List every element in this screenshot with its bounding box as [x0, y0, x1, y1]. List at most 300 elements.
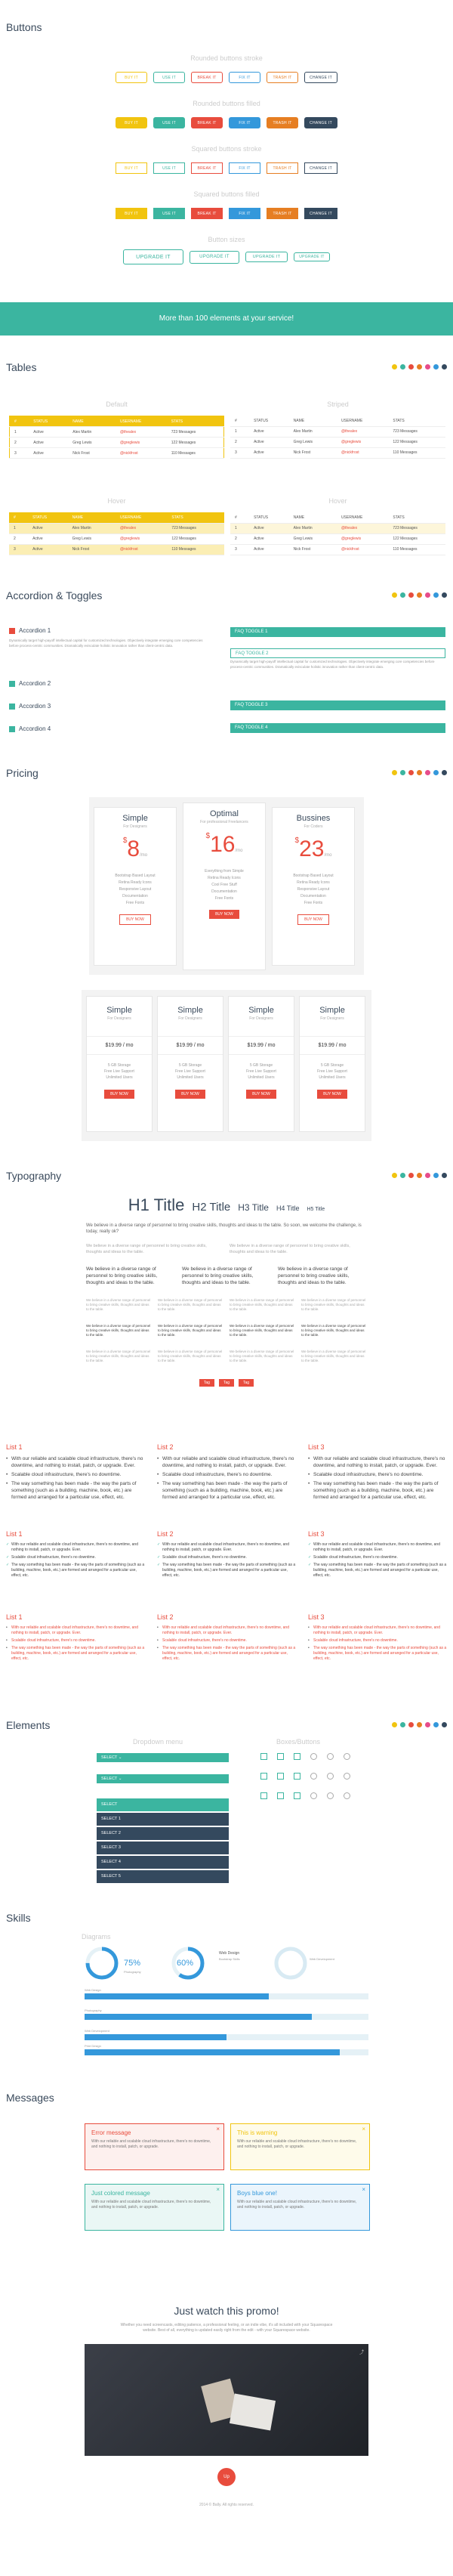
list-title: List 1 [6, 1613, 23, 1621]
bullet-icon: • [157, 1625, 159, 1630]
buy-now-button[interactable]: BUY NOW [209, 910, 239, 919]
table-row[interactable] [230, 437, 445, 447]
action-button[interactable]: USE IT [153, 72, 185, 83]
plan-name: Simple [177, 1006, 203, 1015]
table-cell: Nick Frost [68, 544, 116, 555]
table-header-cell: STATS [388, 416, 445, 426]
table-header-cell: NAME [289, 512, 337, 523]
list-block [6, 1625, 146, 1664]
swatch-dot[interactable] [433, 1722, 439, 1727]
text-paragraph: We believe in a diverse range of personnel to bring creative skills, thoughts and ideas to the table. [278, 1266, 350, 1285]
swatch-dot[interactable] [425, 592, 430, 598]
plan-feature: Free Fonts [304, 901, 323, 905]
plan-price-row [183, 832, 265, 858]
table-cell: 2 [10, 438, 29, 448]
list-block [308, 1455, 448, 1503]
table-cell: 723 Messages [167, 523, 224, 533]
table-cell: @thealex [337, 523, 388, 533]
bullet-icon: ✓ [6, 1563, 10, 1567]
select-menu-item[interactable]: SELECT 5 [97, 1870, 229, 1883]
plan-per: /mo [324, 853, 332, 858]
message-body: With our reliable and scalable cloud infrastructure, there's no downtime, and nothing to install, patch, or upgrade. [91, 2139, 211, 2149]
list-item-text: The way something has been made - the way the parts of something (such as a building, machine, book, etc.) are formed and arranged for a particular use, effect, etc. [11, 1563, 145, 1578]
radio-button[interactable] [310, 1773, 317, 1780]
table-row[interactable] [230, 544, 445, 555]
upgrade-button[interactable]: UPGRADE IT [245, 252, 288, 262]
plan-feature: Free Fonts [214, 896, 234, 901]
action-button[interactable]: CHANGE IT [304, 72, 337, 83]
list-item [308, 1555, 448, 1560]
section-title-elements: Elements [6, 1719, 51, 1731]
bullet-icon: • [6, 1472, 8, 1477]
radio-button[interactable] [344, 1773, 350, 1780]
buy-now-button[interactable]: BUY NOW [119, 914, 151, 925]
checkbox[interactable] [277, 1792, 284, 1799]
text-paragraph: We believe in a diverse range of personnel to bring creative skills, thoughts and ideas to the table. [158, 1324, 223, 1337]
action-button[interactable]: BUY IT [116, 208, 147, 219]
buttons-caption: Squared buttons stroke [191, 145, 262, 153]
plan-per: /mo [140, 853, 148, 858]
skill-percent: 60% [177, 1959, 194, 1968]
buy-now-button[interactable]: BUY NOW [246, 1090, 276, 1099]
table-header-cell: USERNAME [337, 512, 388, 523]
action-button[interactable]: FIX IT [229, 72, 260, 83]
list-item [308, 1646, 448, 1662]
select-menu-item[interactable]: SELECT 2 [97, 1827, 229, 1840]
faq-toggle[interactable]: FAQ TOGGLE 1 [230, 627, 445, 637]
table-cell: @thealex [116, 523, 167, 533]
pricing-card-small [86, 996, 153, 1132]
select-menu-item[interactable]: SELECT 1 [97, 1813, 229, 1826]
list-item [308, 1638, 448, 1644]
swatch-dot[interactable] [425, 770, 430, 775]
list-item-text: The way something has been made - the way the parts of something (such as a building, machine, book, etc.) are formed and arranged for a particular use, effect, etc. [11, 1481, 137, 1500]
list-block [157, 1542, 297, 1581]
color-swatches[interactable] [392, 1173, 447, 1178]
text-paragraph: We believe in a diverse range of personnel to bring creative skills, thoughts and ideas to the table. [230, 1350, 294, 1362]
action-button[interactable]: FIX IT [229, 162, 260, 174]
list-item [6, 1542, 146, 1553]
list-item [6, 1555, 146, 1560]
close-icon[interactable]: × [216, 2126, 220, 2132]
select-menu-item[interactable]: SELECT [97, 1798, 229, 1811]
bullet-icon: • [6, 1481, 8, 1486]
list-block [308, 1542, 448, 1581]
table-caption: Striped [327, 400, 349, 408]
action-button[interactable]: BREAK IT [191, 208, 223, 219]
plan-feature: Free Live Support [317, 1069, 347, 1074]
close-icon[interactable]: × [362, 2126, 365, 2132]
plan-feature: Responsive Layout [119, 887, 152, 892]
faq-toggle[interactable]: FAQ TOGGLE 4 [230, 723, 445, 733]
table-cell: Nick Frost [68, 448, 116, 459]
pricing-card-small [299, 996, 365, 1132]
table-cell: Alex Martin [289, 523, 337, 533]
table-row[interactable] [230, 447, 445, 458]
swatch-dot[interactable] [392, 770, 397, 775]
message-box [230, 2123, 370, 2170]
list-item-text: The way something has been made - the way the parts of something (such as a building, machine, book, etc.) are formed and arranged for a particular use, effect, etc. [162, 1481, 288, 1500]
message-box [230, 2184, 370, 2231]
swatch-dot[interactable] [442, 364, 447, 370]
table-row[interactable] [10, 438, 224, 448]
close-icon[interactable]: × [362, 2186, 365, 2193]
buttons-caption: Squared buttons filled [193, 190, 260, 198]
action-button[interactable]: CHANGE IT [304, 208, 337, 219]
list-title: List 1 [6, 1443, 23, 1451]
section-title-skills: Skills [6, 1912, 31, 1924]
select-dropdown[interactable]: SELECT ⌄ [97, 1774, 229, 1783]
plan-feature: Free Live Support [104, 1069, 134, 1074]
close-icon[interactable]: × [216, 2186, 220, 2193]
swatch-dot[interactable] [392, 1722, 397, 1727]
action-button[interactable]: CHANGE IT [304, 117, 337, 128]
scroll-up-button[interactable]: Up [217, 2468, 236, 2486]
swatch-dot[interactable] [433, 364, 439, 370]
bullet-icon: • [157, 1472, 159, 1477]
list-block [157, 1625, 297, 1664]
table-caption: Default [106, 400, 128, 408]
plan-sub: For Designers [107, 1016, 131, 1021]
message-box [85, 2184, 224, 2231]
plan-sub: For Designers [123, 824, 147, 829]
table-cell: 723 Messages [388, 523, 445, 533]
section-title-typography: Typography [6, 1170, 62, 1182]
action-button[interactable]: TRASH IT [267, 117, 298, 128]
swatch-dot[interactable] [392, 364, 397, 370]
swatch-dot[interactable] [400, 592, 405, 598]
control-row [260, 1792, 353, 1799]
elements-caption: Boxes/Buttons [276, 1738, 321, 1746]
radio-button[interactable] [344, 1792, 350, 1799]
table-row[interactable] [10, 448, 224, 459]
bullet-icon: ✓ [157, 1542, 161, 1547]
upgrade-button[interactable]: UPGRADE IT [123, 249, 183, 264]
table-row[interactable] [9, 544, 224, 555]
button-row [0, 162, 453, 174]
swatch-dot[interactable] [442, 1722, 447, 1727]
swatch-dot[interactable] [433, 1173, 439, 1178]
plan-features [158, 1062, 223, 1081]
pricing-card-small [228, 996, 294, 1132]
radio-button[interactable] [344, 1753, 350, 1760]
action-button[interactable]: BUY IT [116, 117, 147, 128]
list-item-text: Scalable cloud infrastructure, there's no downtime. [11, 1555, 96, 1560]
bullet-icon: ✓ [157, 1555, 161, 1560]
checkbox[interactable] [277, 1753, 284, 1760]
plan-name: Simple [248, 1006, 274, 1015]
list-title: List 1 [6, 1530, 23, 1538]
checkbox[interactable] [260, 1773, 267, 1780]
swatch-dot[interactable] [425, 364, 430, 370]
buy-wrap [158, 1090, 223, 1099]
table-cell: 110 Messages [388, 544, 445, 555]
swatch-dot[interactable] [400, 364, 405, 370]
swatch-dot[interactable] [408, 592, 414, 598]
table-cell: 3 [230, 544, 249, 555]
swatch-dot[interactable] [425, 1173, 430, 1178]
list-item [6, 1455, 146, 1469]
list-item [308, 1455, 448, 1469]
footer-copyright: 2014 © Bally. All rights reserved. [199, 2503, 254, 2507]
accordion-label: Accordion 4 [19, 725, 51, 732]
swatch-dot[interactable] [433, 592, 439, 598]
swatch-dot[interactable] [417, 1173, 422, 1178]
list-item [157, 1471, 297, 1478]
table-cell: 1 [10, 427, 29, 438]
list-title: List 2 [157, 1530, 174, 1538]
table-row[interactable] [10, 427, 224, 438]
elements-caption: Dropdown menu [132, 1738, 183, 1746]
bar-label: Web Design [85, 1988, 101, 1992]
tags-row [0, 1379, 453, 1387]
swatch-dot[interactable] [408, 770, 414, 775]
skill-bar [85, 1993, 368, 1999]
accordion-item[interactable] [9, 627, 51, 634]
table-caption: Hover [107, 497, 126, 505]
action-button[interactable]: USE IT [153, 162, 185, 174]
table-header-cell: NAME [68, 512, 116, 523]
tag-label[interactable]: Tag [239, 1379, 254, 1387]
action-button[interactable]: FIX IT [229, 117, 260, 128]
table-row[interactable] [230, 533, 445, 544]
plan-feature: Bootstrap Based Layout [115, 874, 156, 878]
upgrade-button[interactable]: UPGRADE IT [190, 251, 239, 264]
swatch-dot[interactable] [400, 1722, 405, 1727]
swatch-dot[interactable] [400, 770, 405, 775]
table-cell: @nickfrost [116, 448, 167, 459]
swatch-dot[interactable] [392, 1173, 397, 1178]
select-dropdown[interactable]: SELECT ⌄ [97, 1753, 229, 1762]
action-button[interactable]: BREAK IT [191, 72, 223, 83]
list-block [157, 1455, 297, 1503]
plan-feature: Documentation [211, 889, 237, 894]
bullet-icon: ✓ [308, 1563, 312, 1567]
action-button[interactable]: BREAK IT [191, 117, 223, 128]
table-row[interactable] [9, 523, 224, 533]
swatch-dot[interactable] [417, 1722, 422, 1727]
plan-feature: 5 GB Storage [178, 1063, 202, 1068]
plan-price: 16 [210, 832, 236, 857]
accordion-label: Accordion 1 [19, 627, 51, 634]
plan-feature: Retina Ready Icons [208, 876, 241, 880]
share-icon[interactable]: ⤴ [359, 2351, 364, 2355]
table-header-row [10, 416, 224, 427]
faq-toggle[interactable]: FAQ TOGGLE 2 [230, 648, 445, 658]
button-row [0, 208, 453, 219]
text-paragraph: We believe in a diverse range of personnel to bring creative skills, thoughts and ideas to the table. [230, 1324, 294, 1337]
buy-wrap [229, 1090, 294, 1099]
table-header-cell: NAME [68, 416, 116, 427]
action-button[interactable]: TRASH IT [267, 72, 298, 83]
checkbox[interactable] [260, 1753, 267, 1760]
action-button[interactable]: USE IT [153, 117, 185, 128]
action-button[interactable]: BREAK IT [191, 162, 223, 174]
accordion-item[interactable] [9, 703, 51, 710]
buttons-caption: Rounded buttons filled [193, 100, 260, 107]
list-item [6, 1563, 146, 1579]
heading-sample: H1 Title [128, 1195, 185, 1214]
plan-price: 8 [127, 837, 140, 861]
table-row[interactable] [9, 533, 224, 544]
plan-feature: Responsive Layout [297, 887, 330, 892]
message-body: With our reliable and scalable cloud infrastructure, there's no downtime, and nothing to install, patch, or upgrade. [237, 2200, 357, 2210]
radio-button[interactable] [310, 1792, 317, 1799]
swatch-dot[interactable] [417, 364, 422, 370]
faq-toggle[interactable]: FAQ TOGGLE 3 [230, 700, 445, 710]
checkbox[interactable] [260, 1792, 267, 1799]
table-header-row [9, 512, 224, 523]
buy-now-button[interactable]: BUY NOW [175, 1090, 205, 1099]
action-button[interactable]: CHANGE IT [304, 162, 337, 174]
select-menu-item[interactable]: SELECT 3 [97, 1842, 229, 1854]
accordion-item[interactable] [9, 725, 51, 732]
table-cell: 1 [9, 523, 28, 533]
select-menu-item[interactable]: SELECT 4 [97, 1856, 229, 1869]
skill-bar-fill [85, 1993, 269, 1999]
swatch-dot[interactable] [417, 592, 422, 598]
table-cell: @nickfrost [337, 447, 388, 458]
table-cell: 122 Messages [167, 533, 224, 544]
upgrade-button[interactable]: UPGRADE IT [294, 252, 330, 261]
swatch-dot[interactable] [408, 1722, 414, 1727]
tag-label[interactable]: Tag [219, 1379, 234, 1387]
table-row[interactable] [230, 426, 445, 437]
bullet-icon: • [6, 1638, 8, 1643]
plan-feature: Documentation [122, 894, 148, 898]
color-swatches[interactable] [392, 592, 447, 598]
bullet-icon: ✓ [308, 1555, 312, 1560]
buttons-caption: Rounded buttons stroke [190, 54, 263, 62]
video-frame-shape [230, 2394, 276, 2431]
promo-title: Just watch this promo! [174, 2305, 279, 2317]
swatch-dot[interactable] [442, 770, 447, 775]
action-button[interactable]: USE IT [153, 208, 185, 219]
text-paragraph: We believe in a diverse range of personnel to bring creative skills, thoughts and ideas to the table. [86, 1244, 207, 1254]
color-swatches[interactable] [392, 770, 447, 775]
checkbox[interactable] [277, 1773, 284, 1780]
buy-now-button[interactable]: BUY NOW [104, 1090, 134, 1099]
plan-price-row [273, 837, 354, 862]
accordion-body: Dynamically target high-payoff intellectual capital for customized technologies. Objectively integrate emerging core competencies before process-centric communities. Dramatically evisculate holistic innovation rather than client-centric data. [9, 639, 203, 648]
skill-label: Web Design [219, 1951, 240, 1956]
bullet-icon: • [308, 1646, 310, 1650]
list-item-text: With our reliable and scalable cloud infrastructure, there's no downtime, and nothing to install, patch, or upgrade. Ever. [11, 1542, 138, 1552]
swatch-dot[interactable] [442, 592, 447, 598]
currency: $ [294, 837, 300, 845]
color-swatches[interactable] [392, 364, 447, 370]
action-button[interactable]: TRASH IT [267, 208, 298, 219]
pricing-card [272, 807, 355, 966]
faq-toggle-body: Dynamically target high-payoff intellectual capital for customized technologies. Objectively integrate emerging core competencies before process-centric communities. Dramatically evisculate holistic innovation rather than client-centric data. [230, 660, 435, 669]
message-body: With our reliable and scalable cloud infrastructure, there's no downtime, and nothing to install, patch, or upgrade. [237, 2139, 357, 2149]
table-cell: Active [249, 426, 289, 437]
list-title: List 3 [308, 1613, 325, 1621]
radio-button[interactable] [327, 1792, 334, 1799]
action-button[interactable]: BUY IT [116, 162, 147, 174]
plan-feature: Free Fonts [125, 901, 145, 905]
swatch-dot[interactable] [408, 1173, 414, 1178]
buttons-caption: Button sizes [208, 236, 245, 243]
accordion-item[interactable] [9, 680, 51, 687]
table-cell: Active [29, 438, 68, 448]
bullet-icon: ✓ [308, 1542, 312, 1547]
bullet-icon: • [157, 1481, 159, 1486]
swatch-dot[interactable] [417, 770, 422, 775]
bullet-icon: ✓ [6, 1555, 10, 1560]
video-player[interactable] [85, 2344, 368, 2456]
tag-label[interactable]: Tag [199, 1379, 214, 1387]
control-row [260, 1773, 353, 1780]
action-button[interactable]: TRASH IT [267, 162, 298, 174]
list-item [308, 1480, 448, 1501]
color-swatches[interactable] [392, 1722, 447, 1727]
plan-feature: Bootstrap Based Layout [293, 874, 334, 878]
radio-button[interactable] [327, 1773, 334, 1780]
table-cell: Active [249, 523, 289, 533]
checkbox[interactable] [294, 1792, 300, 1799]
table-cell: Nick Frost [289, 544, 337, 555]
bullet-icon: • [308, 1456, 310, 1461]
table-header-cell: # [230, 512, 249, 523]
table-cell: 122 Messages [388, 533, 445, 544]
buy-now-button[interactable]: BUY NOW [317, 1090, 347, 1099]
radio-button[interactable] [327, 1753, 334, 1760]
section-title-messages: Messages [6, 2092, 54, 2104]
pricing-card [183, 802, 266, 970]
table-cell: Active [249, 437, 289, 447]
checkbox[interactable] [294, 1753, 300, 1760]
action-button[interactable]: FIX IT [229, 208, 260, 219]
table-cell: 110 Messages [167, 448, 224, 459]
swatch-dot[interactable] [442, 1173, 447, 1178]
data-table [9, 416, 224, 459]
swatch-dot[interactable] [425, 1722, 430, 1727]
donut-fill [276, 1949, 305, 1978]
list-item [308, 1625, 448, 1636]
swatch-dot[interactable] [433, 770, 439, 775]
message-title: Error message [91, 2129, 131, 2136]
buy-now-button[interactable]: BUY NOW [297, 914, 329, 925]
text-paragraph: We believe in a diverse range of personnel to bring creative skills, thoughts and ideas to the table. [301, 1298, 366, 1311]
list-block [6, 1542, 146, 1581]
checkbox[interactable] [294, 1773, 300, 1780]
list-item-text: The way something has been made - the way the parts of something (such as a building, machine, book, etc.) are formed and arranged for a particular use, effect, etc. [313, 1646, 447, 1661]
action-button[interactable]: BUY IT [116, 72, 147, 83]
plan-sub: For professional Freelancers [200, 820, 248, 824]
skill-bar-fill [85, 2034, 226, 2040]
swatch-dot[interactable] [392, 592, 397, 598]
table-row[interactable] [230, 523, 445, 533]
button-size-row [0, 249, 453, 264]
data-table [230, 512, 445, 555]
skill-label: Web Development [310, 1957, 334, 1961]
table-cell: Active [29, 427, 68, 438]
swatch-dot[interactable] [408, 364, 414, 370]
swatch-dot[interactable] [400, 1173, 405, 1178]
text-paragraph: We believe in a diverse range of personnel to bring creative skills, thoughts and ideas to the table. [158, 1350, 223, 1362]
list-item-text: With our reliable and scalable cloud infrastructure, there's no downtime, and nothing to install, patch, or upgrade. Ever. [162, 1625, 289, 1635]
message-title: Boys blue one! [237, 2190, 277, 2197]
message-box [85, 2123, 224, 2170]
control-row [260, 1753, 353, 1760]
radio-button[interactable] [310, 1753, 317, 1760]
plan-name: Simple [106, 1006, 132, 1015]
table-header-cell: # [10, 416, 29, 427]
list-item-text: The way something has been made - the way the parts of something (such as a building, machine, book, etc.) are formed and arranged for a particular use, effect, etc. [313, 1563, 447, 1578]
message-title: Just colored message [91, 2190, 150, 2197]
accordion-toggle-icon [9, 726, 15, 732]
